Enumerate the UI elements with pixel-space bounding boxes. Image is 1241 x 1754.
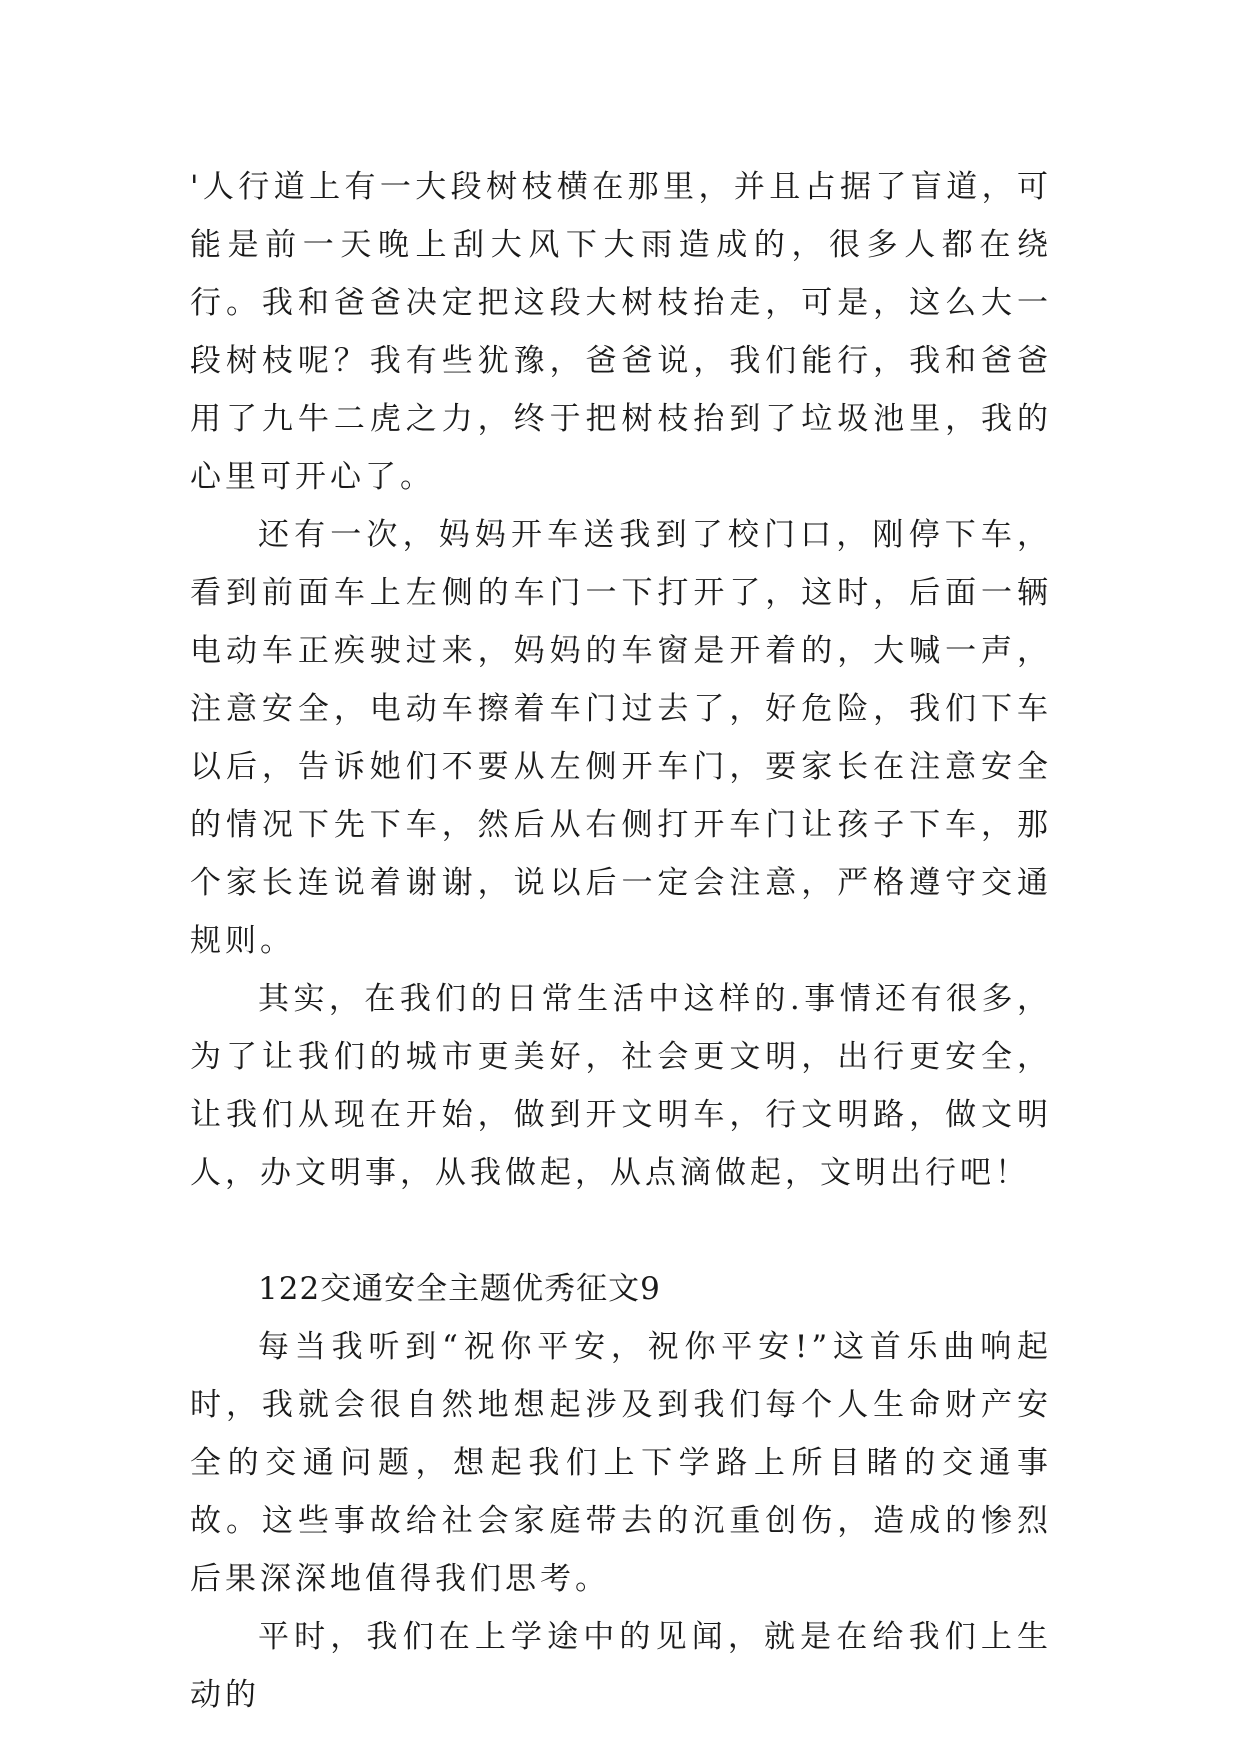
- paragraph-conclusion: 其实，在我们的日常生活中这样的.事情还有很多，为了让我们的城市更美好，社会更文明，出行更安全，让我们从现在开始，做到开文明车，行文明路，做文明人，办文明事，从我做起，从点滴做起，文明出行吧！: [190, 981, 1052, 1191]
- paragraph-tree-branch: '人行道上有一大段树枝横在那里，并且占据了盲道，可能是前一天晚上刮大风下大雨造成的，很多人都在绕行。我和爸爸决定把这段大树枝抬走，可是，这么大一段树枝呢？我有些犹豫，爸爸说，我们能行，我和爸爸用了九牛二虎之力，终于把树枝抬到了垃圾池里，我的心里可开心了。: [190, 169, 1052, 495]
- paragraph-commute: 平时，我们在上学途中的见闻，就是在给我们上生动的: [190, 1619, 1052, 1713]
- section-spacer: [190, 1202, 1052, 1260]
- paragraph-song-intro: 每当我听到“祝你平安，祝你平安!”这首乐曲响起时，我就会很自然地想起涉及到我们每个人生命财产安全的交通问题，想起我们上下学路上所目睹的交通事故。这些事故给社会家庭带去的沉重创伤，造成的惨烈后果深深地值得我们思考。: [190, 1329, 1052, 1597]
- paragraph-car-door: 还有一次，妈妈开车送我到了校门口，刚停下车，看到前面车上左侧的车门一下打开了，这时，后面一辆电动车正疾驶过来，妈妈的车窗是开着的，大喊一声，注意安全，电动车擦着车门过去了，好危险，我们下车以后，告诉她们不要从左侧开车门，要家长在注意安全的情况下先下车，然后从右侧打开车门让孩子下车，那个家长连说着谢谢，说以后一定会注意，严格遵守交通规则。: [190, 517, 1052, 959]
- section-heading: 122交通安全主题优秀征文9: [258, 1271, 661, 1307]
- document-body: [190, 158, 1052, 1724]
